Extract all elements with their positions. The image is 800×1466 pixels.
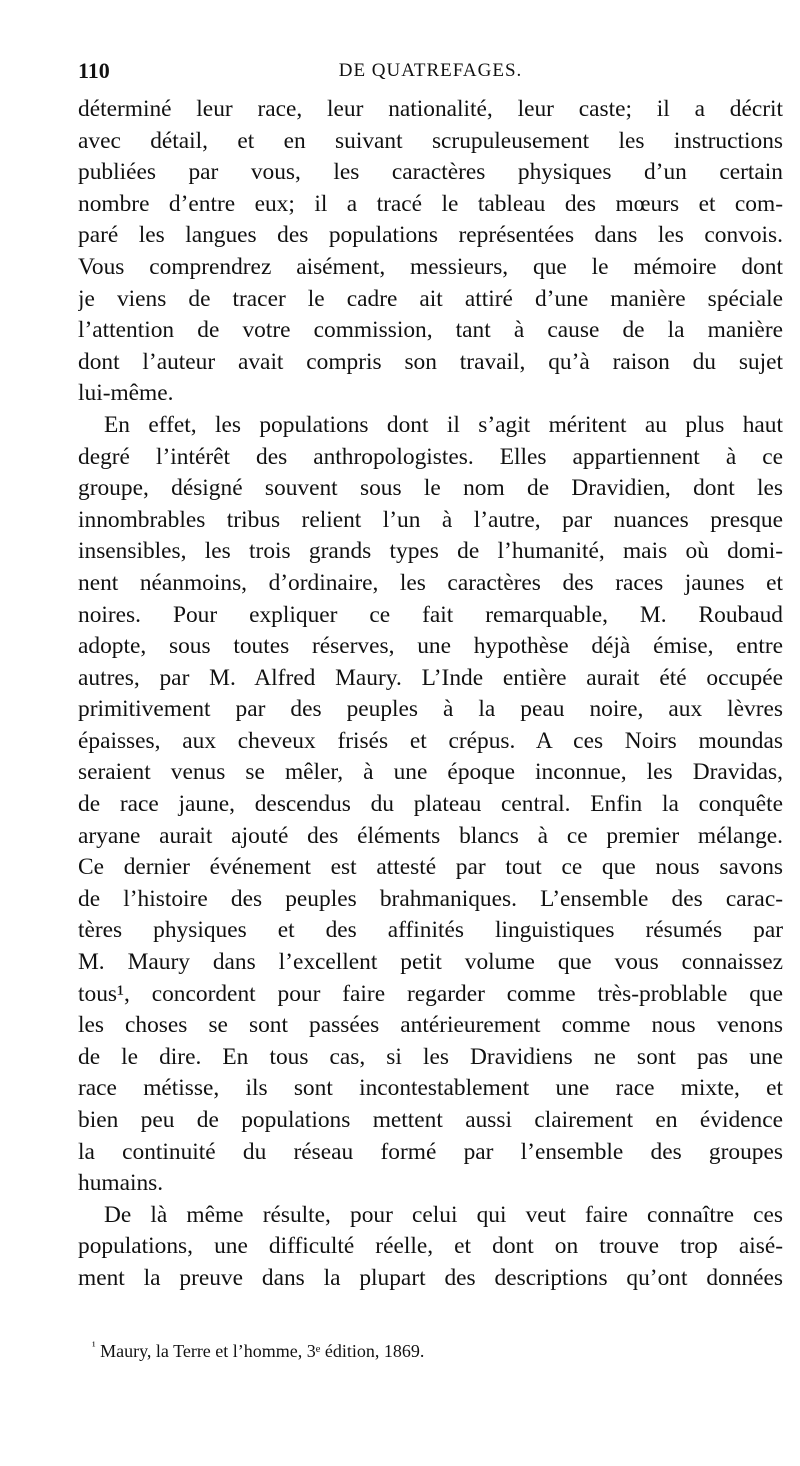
text-line: Ce dernier événement est attesté par tout ce que nous savons [78,854,783,881]
text-line: M. Maury dans l’excellent petit volume que vous connaissez [78,949,783,976]
text-line: avec détail, et en suivant scrupuleusement les instructions [78,127,783,154]
text-line: humains. [78,1170,164,1197]
text-line: tous¹, concordent pour faire regarder comme très-problable que [78,980,783,1007]
page-header [78,58,783,94]
text-line: déterminé leur race, leur nationalité, leur caste; il a décrit [78,96,783,122]
text-line: de le dire. En tous cas, si les Dravidiens ne sont pas une [78,1043,783,1070]
text-line: adopte, sous toutes réserves, une hypothèse déjà émise, entre [78,633,783,660]
text-line: aryane aurait ajouté des éléments blancs à ce premier mélange. [78,822,783,849]
text-line: seraient venus se mêler, à une époque inconnue, les Dravidas, [78,759,783,786]
text-line: de race jaune, descendus du plateau central. Enfin la conquête [78,791,783,818]
text-line: de l’histoire des peuples brahmaniques. L’ensemble des carac- [78,885,783,912]
footnote-marker: ¹ [92,1339,96,1353]
text-line: tères physiques et des affinités linguistiques résumés par [78,917,783,944]
text-line: les choses se sont passées antérieurement comme nous venons [78,1012,783,1039]
body-text [78,94,783,1295]
page [78,58,783,1295]
text-line: insensibles, les trois grands types de l’humanité, mais où domi- [78,538,783,565]
footnote-text: Maury, la Terre et l’homme, 3ᵉ édition, 1869. [100,1341,425,1361]
text-line: l’attention de votre commission, tant à cause de la manière [78,317,783,344]
text-line: ment la preuve dans la plupart des descriptions qu’ont données [78,1264,783,1291]
text-line: innombrables tribus relient l’un à l’autre, par nuances presque [78,506,783,533]
text-line: nombre d’entre eux; il a tracé le tableau des mœurs et com- [78,190,783,217]
text-line: En effet, les populations dont il s’agit méritent au plus haut [104,411,783,438]
text-line: race métisse, ils sont incontestablement une race mixte, et [78,1075,783,1102]
text-line: populations, une difficulté réelle, et dont on trouve trop aisé- [78,1233,783,1260]
text-line: Vous comprendrez aisément, messieurs, que le mémoire dont [78,253,783,280]
text-line: paré les langues des populations représentées dans les convois. [78,222,783,249]
text-line: nent néanmoins, d’ordinaire, les caractères des races jaunes et [78,569,783,596]
text-line: noires. Pour expliquer ce fait remarquable, M. Roubaud [78,601,783,628]
text-line: degré l’intérêt des anthropologistes. Elles appartiennent à ce [78,443,783,470]
text-line: je viens de tracer le cadre ait attiré d’une manière spéciale [78,285,783,312]
text-line: la continuité du réseau formé par l’ensemble des groupes [78,1138,783,1165]
text-line: primitivement par des peuples à la peau noire, aux lèvres [78,696,783,723]
footnote [78,1334,797,1363]
text-line: épaisses, aux cheveux frisés et crépus. A ces Noirs moundas [78,727,783,754]
running-head: DE QUATREFAGES. [338,60,523,81]
text-line: lui-même. [78,380,174,407]
text-line: publiées par vous, les caractères physiques d’un certain [78,159,783,186]
text-line: dont l’auteur avait compris son travail, qu’à raison du sujet [78,348,783,375]
text-line: groupe, désigné souvent sous le nom de Dravidien, dont les [78,475,783,502]
text-line: bien peu de populations mettent aussi clairement en évidence [78,1107,783,1133]
text-line: autres, par M. Alfred Maury. L’Inde entière aurait été occupée [78,664,783,691]
text-line: De là même résulte, pour celui qui veut faire connaître ces [104,1201,783,1228]
page-number: 110 [78,58,110,83]
